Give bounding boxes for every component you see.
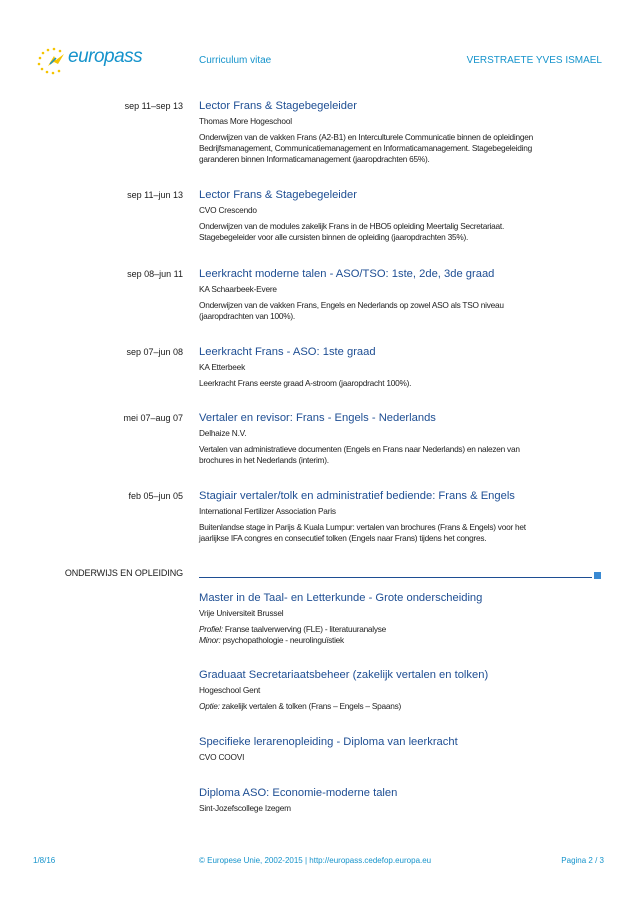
detail-text: psychopathologie - neurolinguïstiek — [220, 635, 344, 645]
entry-organization: Sint-Jozefscollege Izegem — [199, 803, 291, 813]
detail-line — [199, 624, 604, 635]
description-line: brochures in het Nederlands (interim). — [199, 455, 329, 465]
entry-description — [199, 300, 604, 322]
description-line: jaarlijkse IFA congres en consecutief tolken (Engels naar Frans) tijdens het congres. — [199, 533, 487, 543]
entry-title: Lector Frans & Stagebegeleider — [199, 100, 357, 112]
footer-date: 1/8/16 — [33, 856, 56, 865]
entry-title: Graduaat Secretariaatsbeheer (zakelijk vertalen en tolken) — [199, 669, 489, 681]
entry-organization: Delhaize N.V. — [199, 428, 247, 438]
section-marker-square — [594, 572, 601, 579]
experience-entry — [199, 99, 604, 165]
description-line: Bedrijfsmanagement, Communicatiemanagement en Informaticamanagement. Stagebegeleiding — [199, 143, 532, 153]
entry-title: Leerkracht moderne talen - ASO/TSO: 1ste, 2de, 3de graad — [199, 268, 495, 280]
entry-description — [199, 522, 604, 544]
entry-description — [199, 444, 604, 466]
description-line: garanderen binnen Informaticamanagement (jaaropdrachten 65%). — [199, 154, 430, 164]
entry-title: Specifieke lerarenopleiding - Diploma van leerkracht — [199, 736, 458, 748]
entry-organization: Hogeschool Gent — [199, 685, 261, 695]
description-line: Onderwijzen van de vakken Frans (A2-B1) en Interculturele Communicatie binnen de opleidingen — [199, 132, 533, 142]
entry-title: Leerkracht Frans - ASO: 1ste graad — [199, 346, 376, 358]
entry-title: Master in de Taal- en Letterkunde - Grote onderscheiding — [199, 592, 483, 604]
detail-text: zakelijk vertalen & tolken (Frans – Engels – Spaans) — [219, 701, 402, 711]
experience-entry — [199, 188, 604, 243]
europass-wordmark: europass — [68, 46, 143, 67]
detail-text: Franse taalverwerving (FLE) - literatuuranalyse — [222, 624, 387, 634]
entry-details — [199, 701, 604, 712]
description-line: Leerkracht Frans eerste graad A-stroom (jaaropdracht 100%). — [199, 378, 412, 388]
entry-description — [199, 378, 604, 389]
description-line: Stagebegeleider voor alle cursisten binnen de opleiding (jaaropdrachten 35%). — [199, 232, 469, 242]
experience-entry — [199, 489, 604, 544]
experience-entry — [199, 411, 604, 466]
entry-title: Diploma ASO: Economie-moderne talen — [199, 787, 398, 799]
description-line: Vertalen van administratieve documenten (Engels en Frans naar Nederlands) en nalezen van — [199, 444, 520, 454]
entry-organization: CVO COOVI — [199, 752, 245, 762]
entry-dates: sep 11–sep 13 — [124, 101, 183, 111]
detail-label: Optie: — [199, 701, 220, 711]
entry-organization: KA Etterbeek — [199, 362, 246, 372]
detail-line — [199, 635, 604, 646]
detail-label: Minor: — [199, 635, 221, 645]
entry-dates: mei 07–aug 07 — [123, 413, 183, 423]
entry-details — [199, 624, 604, 646]
entry-organization: CVO Crescendo — [199, 205, 257, 215]
entry-organization: International Fertilizer Association Paris — [199, 506, 336, 516]
education-entry — [199, 735, 604, 768]
description-line: (jaaropdrachten van 100%). — [199, 311, 295, 321]
detail-label: Profiel: — [199, 624, 223, 634]
entry-dates: sep 07–jun 08 — [126, 347, 183, 357]
entry-description — [199, 221, 604, 243]
education-entry — [199, 591, 604, 646]
europass-logo — [34, 44, 144, 78]
entry-dates: sep 11–jun 13 — [127, 190, 183, 200]
experience-entry — [199, 345, 604, 389]
description-line: Onderwijzen van de vakken Frans, Engels en Nederlands op zowel ASO als TSO niveau — [199, 300, 504, 310]
description-line: Buitenlandse stage in Parijs & Kuala Lumpur: vertalen van brochures (Frans & Engels) voor het — [199, 522, 526, 532]
entry-dates: sep 08–jun 11 — [127, 269, 183, 279]
footer-copyright: © Europese Unie, 2002-2015 | http://europass.cedefop.europa.eu — [199, 856, 432, 865]
experience-entry — [199, 267, 604, 322]
entry-description — [199, 132, 604, 165]
section-heading-education: ONDERWIJS EN OPLEIDING — [64, 568, 183, 578]
entry-organization: KA Schaarbeek-Evere — [199, 284, 277, 294]
detail-line — [199, 701, 604, 712]
person-name: VERSTRAETE YVES ISMAEL — [466, 55, 602, 66]
entry-dates: feb 05–jun 05 — [128, 491, 183, 501]
footer-page-number: Pagina 2 / 3 — [561, 856, 604, 865]
entry-title: Stagiair vertaler/tolk en administratief bediende: Frans & Engels — [199, 490, 515, 502]
education-entry — [199, 786, 604, 819]
entry-organization: Vrije Universiteit Brussel — [199, 608, 284, 618]
entry-title: Vertaler en revisor: Frans - Engels - Nederlands — [199, 412, 436, 424]
document-title: Curriculum vitae — [199, 55, 272, 66]
entry-organization: Thomas More Hogeschool — [199, 116, 292, 126]
section-divider — [199, 577, 592, 578]
description-line: Onderwijzen van de modules zakelijk Frans in de HBO5 opleiding Meertalig Secretariaat. — [199, 221, 505, 231]
entry-title: Lector Frans & Stagebegeleider — [199, 189, 357, 201]
education-entry — [199, 668, 604, 712]
